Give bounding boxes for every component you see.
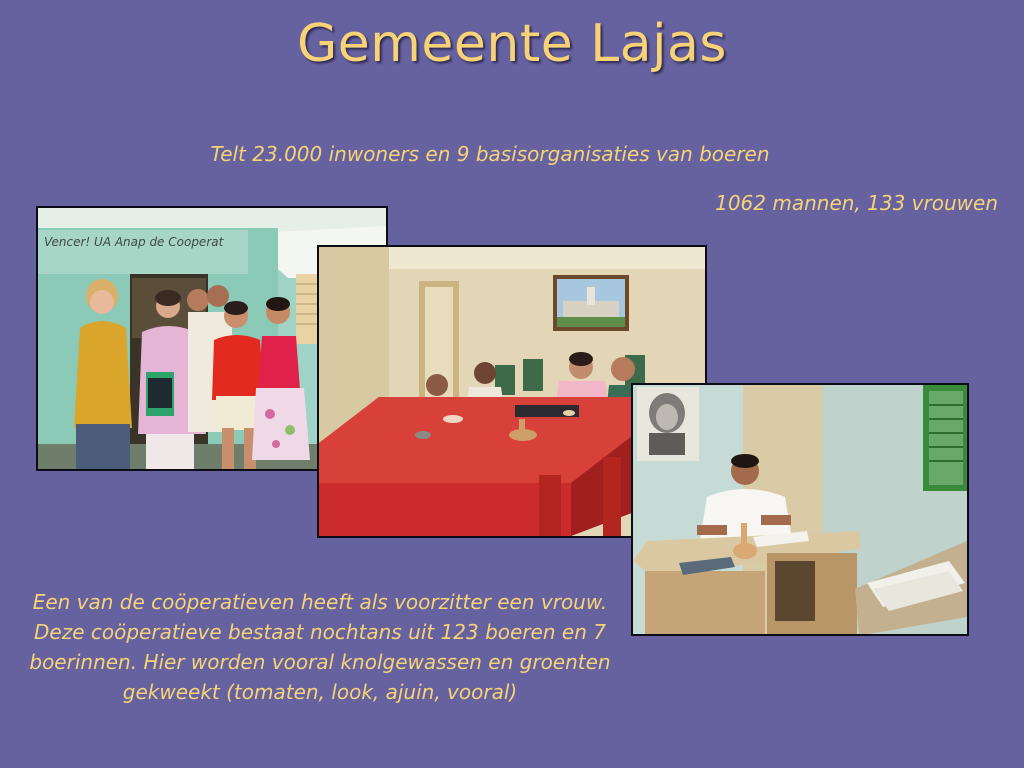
population-stats: 1062 mannen, 133 vrouwen — [715, 191, 998, 215]
slide-title: Gemeente Lajas — [296, 14, 728, 74]
slide-subtitle: Telt 23.000 inwoners en 9 basisorganisaties van boeren — [210, 142, 770, 166]
svg-text:Vencer! UA Anap de Coopera: Vencer! UA Anap de Cooperat — [44, 235, 224, 249]
desk-photo-image — [633, 385, 967, 634]
desk-photo — [631, 383, 969, 636]
body-text: Een van de coöperatieven heeft als voorzitter een vrouw. Deze coöperatieve bestaat nochtans uit 123 boeren en 7 boerinnen. Hier worden vooral knolgewassen en groenten gekweekt (tomaten, look, ajuin, vooral) — [29, 590, 611, 704]
